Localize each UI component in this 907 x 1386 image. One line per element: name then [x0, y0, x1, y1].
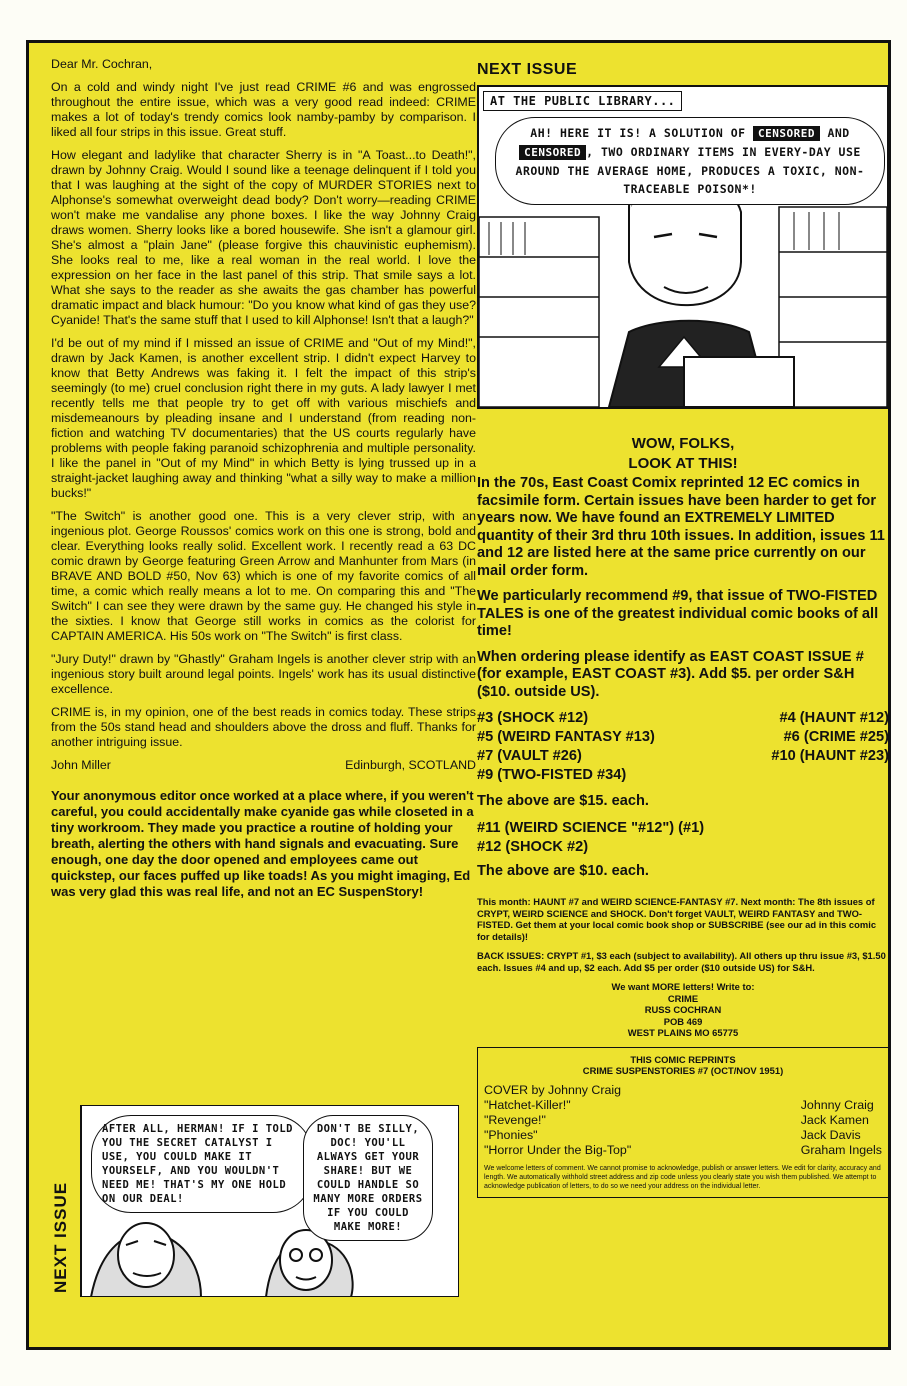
credit-artist: Jack Davis [800, 1127, 861, 1142]
credit-artist [801, 1083, 882, 1098]
credit-title: "Hatchet-Killer!" [484, 1097, 571, 1112]
issue-item: #11 (WEIRD SCIENCE "#12") (#1) [477, 819, 705, 836]
left-column [51, 57, 476, 1293]
issue-item: #6 (CRIME #25) [783, 729, 889, 745]
letter-signature [51, 758, 476, 772]
speech-balloon-library [495, 117, 885, 205]
next-issue-panel-bottom: NEXT ISSUE AFTER ALL, HERMAN! IF I TOLD YOU THE SECRET CATALYST I USE, YOU COULD MAKE IT YOURSELF, AND YOU WOULDN'T NEED ME! THAT'S MY ONE HOLD ON OUR DEAL! DON'T BE SILLY, DOC! YOU'LL ALWAYS GET YOUR SHARE! BUT WE COULD HANDLE SO MANY MORE ORDERS IF YOU COULD MAKE MORE! [51, 1105, 459, 1297]
issue-list-15 [477, 709, 889, 785]
address-line: WEST PLAINS MO 65775 [627, 1027, 739, 1038]
write-to [477, 981, 889, 1039]
speech-balloon-herman: DON'T BE SILLY, DOC! YOU'LL ALWAYS GET YOUR SHARE! BUT WE COULD HANDLE SO MANY MORE ORDERS IF YOU COULD MAKE MORE! [303, 1115, 433, 1241]
promo-paragraph: When ordering please identify as EAST COAST ISSUE # (for example, EAST COAST #3). Add $5. per order S&H ($10. outside US). [477, 648, 864, 700]
signature-name: John Miller [51, 758, 111, 772]
letter-paragraph: How elegant and ladylike that character Sherry is in "A Toast...to Death!", drawn by Johnny Craig. Would I sound like a teenage delinquent if I told you that I was laughing at the sight of the copy of MURDER STORIES next to Alphonse's somewhat overweight dead body? Don't worry—reading CRIME won't make me vandalise any phone boxes. I like the way Johnny Craig draws women. Sherry looks like a bored housewife. She isn't a glamour girl. She's almost a "plain Jane" (please forgive this chauvinistic euphemism). She looks real to me, like a real woman in the real world. I love the expression on her face in the last panel of this strip. That smile says a lot. What she says to the reader as she awaits the gas chamber has powerful dramatic impact and black humour: "Do you know what kind of gas they use? Cyanide! That's the same stuff that I used to kill Alphonse! Isn't that a laugh?" [51, 148, 476, 327]
editor-note: Your anonymous editor once worked at a place where, if you weren't careful, you could accidentally make cyanide gas while closeted in a tiny workroom. They made you practice a routine of holding your breath, alerting the others with hand signals and evacuating. Sure enough, one day the door opened and employees came out quickstep, our faces puffed up like toads! As you might imaging, Ed was very glad this was real life, and not an EC SuspenStory! [51, 788, 474, 899]
issue-item: #9 (TWO-FISTED #34) [477, 767, 627, 783]
censored-label: CENSORED [519, 145, 586, 160]
price-10: The above are $10. each. [477, 862, 649, 879]
signature-place: Edinburgh, SCOTLAND [345, 758, 476, 772]
this-month-note: This month: HAUNT #7 and WEIRD SCIENCE-FANTASY #7. Next month: The 8th issues of CRYPT, WEIRD SCIENCE and SHOCK. Don't forget VAULT, WEIRD FANTASY and TWO-FISTED. Get them at your local comic book shop or SUBSCRIBE (see our ad in this comic for details)! [477, 896, 877, 942]
credit-artist: Johnny Craig [800, 1097, 874, 1112]
next-issue-heading: NEXT ISSUE [477, 61, 578, 78]
speech-balloon-doc: AFTER ALL, HERMAN! IF I TOLD YOU THE SECRET CATALYST I USE, YOU COULD MAKE IT YOURSELF, AND YOU WOULDN'T NEED ME! THAT'S MY ONE HOLD ON OUR DEAL! [91, 1115, 313, 1213]
reprint-subheading: CRIME SUSPENSTORIES #7 (OCT/NOV 1951) [582, 1065, 784, 1076]
issue-item: #3 (SHOCK #12) [477, 710, 589, 726]
reprint-box [477, 1047, 889, 1198]
price-15: The above are $15. each. [477, 793, 649, 809]
promo-paragraph: We particularly recommend #9, that issue of TWO-FISTED TALES is one of the greatest individual comic books of all time! [477, 588, 879, 639]
address-line: RUSS COCHRAN [644, 1004, 722, 1015]
credit-title: "Horror Under the Big-Top" [484, 1142, 632, 1157]
letter-paragraph: "Jury Duty!" drawn by "Ghastly" Graham Ingels is another clever strip with an ingenious story built around legal points. Ingels' work has its usual distinctive excellence. [51, 652, 476, 696]
promo-title-line2: LOOK AT THIS! [628, 455, 738, 472]
address-line: POB 469 [663, 1015, 703, 1027]
right-column [477, 61, 889, 1198]
letter-paragraph: I'd be out of my mind if I missed an issue of CRIME and "Out of my Mind!", drawn by Jack Kamen, is another excellent strip. I didn't expect Harvey to know that Betty Andrews was faking it. I felt the impact of this strip's seemingly (to me) cruel conclusion right there in my guts. A lady lawyer I met recently tells me that people try to get off with various mischiefs and misdemeanours by pleading insane and I understand (from reading non-fiction and watching TV documentaries) that the US courts regularly have problems with people faking paranoid schizophrenia and multiple personality. I like the panel in "Out of my Mind" in which Betty is lying trussed up in a straight-jacket laughing away and thinking "what a silly way to make a million bucks!" [51, 336, 476, 500]
letter-paragraph: On a cold and windy night I've just read CRIME #6 and was engrossed throughout the entire issue, which was a very good read indeed: CRIME makes a lot of today's trendy comics look namby-pamby by comparison. I liked all four strips in this issue. Great stuff. [51, 80, 476, 139]
letter-paragraph: "The Switch" is another good one. This is a very clever strip, with an ingenious plot. George Roussos' comics work on this one is strong, bold and clear. Everything looks really solid. Excellent work. I recently read a 63 DC comic drawn by George featuring Green Arrow and Manhunter from Mars (in BRAVE AND BOLD #50, Nov 63) which is one of my favorite comics of all time, a comic which really means a lot to me. On comparing this and "The Switch" I can see they were drawn by the same guy. He changed his style in the sixties. I know that George still works in comics as the colorist for CAPTAIN AMERICA. His 50s work on "The Switch" is first class. [51, 509, 476, 643]
address-line: CRIME [667, 992, 699, 1004]
balloon-text-b: AND [827, 126, 850, 140]
fine-print: We welcome letters of comment. We cannot promise to acknowledge, publish or answer letters. We edit for clarity, accuracy and length. We automatically withhold street address and zip code unless you clearly state you wish them published. We attempt to acknowledge publication of letters, to do so we need your address on the individual letter. [484, 1164, 881, 1190]
balloon-text-a: AH! HERE IT IS! A SOLUTION OF [530, 126, 746, 140]
issue-item: #12 (SHOCK #2) [477, 838, 589, 855]
promo-box [477, 435, 889, 880]
promo-paragraph: In the 70s, East Coast Comix reprinted 12 EC comics in facsimile form. Certain issues have been harder to get for years now. We have found an EXTREMELY LIMITED quantity of their 3rd thru 10th issues. In addition, issues 11 and 12 are listed here at the same price currently on our mail order form. [477, 475, 885, 579]
credit-title: COVER by Johnny Craig [484, 1082, 622, 1097]
next-issue-panel-top [477, 85, 889, 409]
reprint-heading: THIS COMIC REPRINTS [630, 1053, 736, 1065]
write-to-line: We want MORE letters! Write to: [611, 981, 755, 992]
issue-item: #4 (HAUNT #12) [779, 710, 889, 726]
balloon-text-c: , TWO ORDINARY ITEMS IN EVERY-DAY USE AROUND THE AVERAGE HOME, PRODUCES A TOXIC, NON-TRACEABLE POISON*! [515, 145, 865, 196]
letter-salutation: Dear Mr. Cochran, [51, 57, 153, 71]
credit-artist: Graham Ingels [800, 1142, 882, 1157]
caption-box: AT THE PUBLIC LIBRARY... [483, 91, 682, 111]
back-issues-note: BACK ISSUES: CRYPT #1, $3 each (subject to availability). All others up thru issue #3, $1.50 each. Issues #4 and up, $2 each. Add $5 per order ($10 outside US) for S&H. [477, 950, 886, 973]
censored-label: CENSORED [753, 126, 820, 141]
credit-artist: Jack Kamen [800, 1112, 869, 1127]
promo-title-line1: WOW, FOLKS, [631, 435, 735, 452]
page-frame [26, 40, 891, 1350]
issue-item [683, 766, 889, 785]
issue-item: #7 (VAULT #26) [477, 748, 582, 764]
reader-letter [51, 57, 476, 772]
issue-item: #10 (HAUNT #23) [771, 748, 889, 764]
credit-title: "Phonies" [484, 1127, 538, 1142]
letter-paragraph: CRIME is, in my opinion, one of the best reads in comics today. These strips from the 50s stand head and shoulders above the dross and fluff. Thanks for another intriguing issue. [51, 705, 476, 749]
credit-title: "Revenge!" [484, 1112, 546, 1127]
credits-list [484, 1083, 882, 1158]
issue-item: #5 (WEIRD FANTASY #13) [477, 729, 655, 745]
